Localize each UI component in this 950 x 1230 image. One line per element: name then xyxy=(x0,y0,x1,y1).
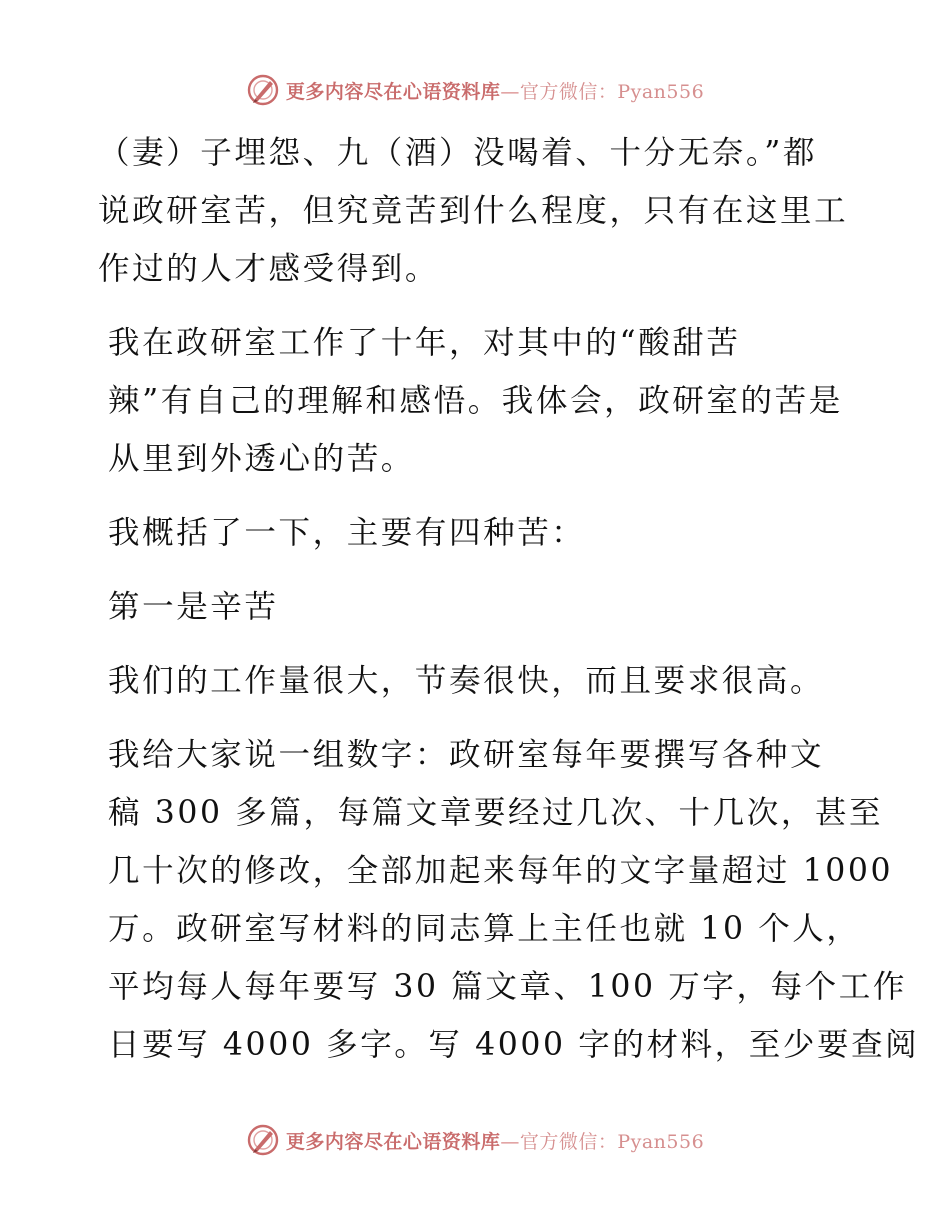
paragraph xyxy=(98,578,858,636)
watermark-brand: 更多内容尽在心语资料库 xyxy=(285,80,501,103)
watermark-separator: — xyxy=(500,1130,520,1153)
watermark-separator: — xyxy=(500,80,520,103)
watermark-wechat: 官方微信：Pyan556 xyxy=(519,80,705,103)
paragraph xyxy=(98,124,858,298)
text-line: 辣”有自己的理解和感悟。我体会，政研室的苦是 xyxy=(108,383,843,419)
footer-watermark xyxy=(0,1122,950,1158)
header-watermark xyxy=(0,72,950,108)
text-line: 我们的工作量很大，节奏很快，而且要求很高。 xyxy=(108,663,825,699)
text-line: 万。政研室写材料的同志算上主任也就 10 个人， xyxy=(108,911,861,947)
body-text xyxy=(98,124,920,1074)
text-line: 我给大家说一组数字：政研室每年要撰写各种文 xyxy=(108,737,825,773)
text-line: 我在政研室工作了十年，对其中的“酸甜苦 xyxy=(108,325,741,361)
paragraph xyxy=(98,726,920,1074)
pen-logo-icon xyxy=(246,73,280,107)
paragraph xyxy=(98,314,858,488)
text-line: 平均每人每年要写 30 篇文章、100 万字，每个工作 xyxy=(108,969,907,1005)
paragraph xyxy=(98,652,858,710)
text-line: 作过的人才感受得到。 xyxy=(98,251,440,287)
text-line: 我概括了一下，主要有四种苦： xyxy=(108,515,586,551)
watermark-wechat: 官方微信：Pyan556 xyxy=(519,1130,705,1153)
paragraph xyxy=(98,504,858,562)
text-line: 从里到外透心的苦。 xyxy=(108,441,415,477)
text-line: 日要写 4000 多字。写 4000 字的材料，至少要查阅 xyxy=(108,1027,920,1063)
watermark-text xyxy=(286,77,704,104)
text-line: 稿 300 多篇，每篇文章要经过几次、十几次，甚至 xyxy=(108,795,884,831)
pen-logo-icon xyxy=(246,1123,280,1157)
watermark-text xyxy=(286,1127,704,1154)
text-line: 几十次的修改，全部加起来每年的文字量超过 1000 xyxy=(108,853,894,889)
text-line: 说政研室苦，但究竟苦到什么程度，只有在这里工 xyxy=(98,193,849,229)
text-line: 第一是辛苦 xyxy=(108,589,279,625)
watermark-brand: 更多内容尽在心语资料库 xyxy=(285,1130,501,1153)
text-line: （妻）子埋怨、九（酒）没喝着、十分无奈。”都 xyxy=(98,135,818,171)
